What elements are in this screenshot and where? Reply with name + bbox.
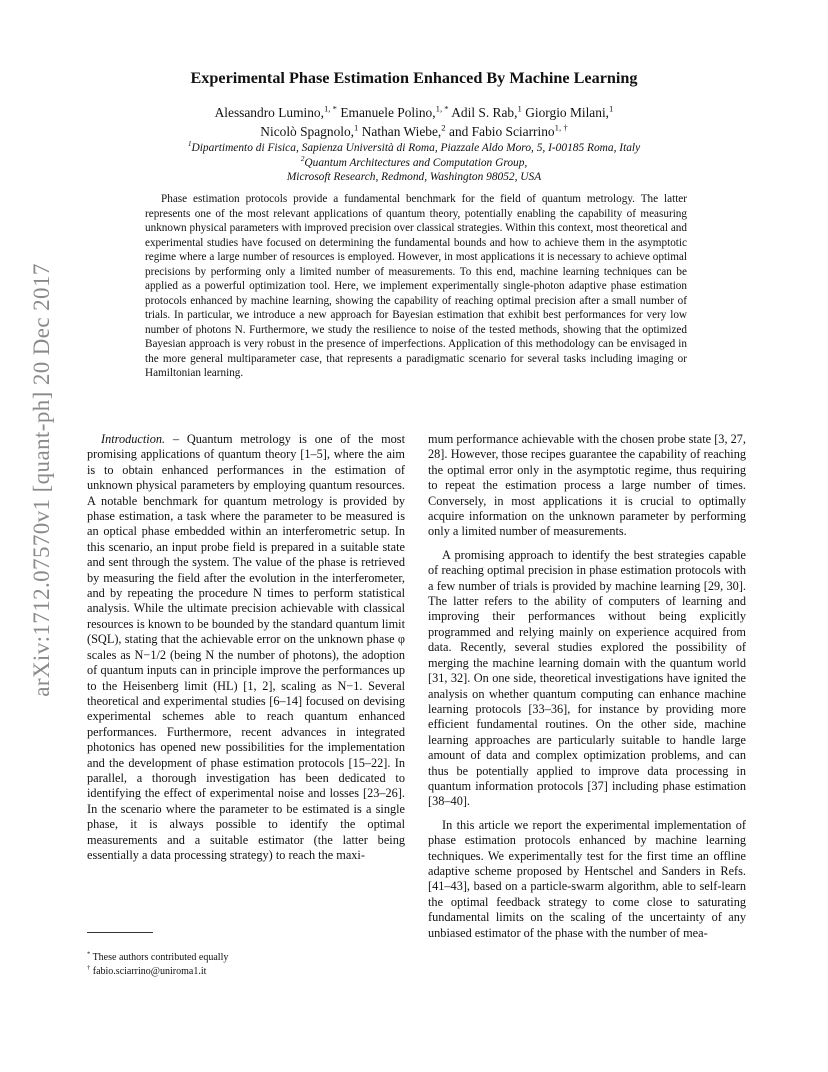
left-column [87, 432, 405, 863]
author: Nathan Wiebe,$^2$ [361, 122, 446, 139]
intro-paragraph: Introduction. – Quantum metrology is one of the most promising applications of quantum theory [1–5], where the aim is to obtain enhanced performances in the estimation of unknown physical parameters by employing quantum resources. A notable benchmark for quantum metrology is provided by phase estimation, a task where the parameter to be measured is an optical phase embedded within an interferometric setup. In this scenario, an input probe field is prepared in a suitable state and sent through the system. The value of the phase is retrieved by measuring the field after the evolution in the interferometer, and by repeating the procedure N times to perform statistical analysis. While the ultimate precision achievable with classical resources is known to be bounded by the standard quantum limit (SQL), stating that the achievable error on the unknown phase φ scales as N−1/2 (being N the number of photons), the adoption of quantum inputs can in principle improve the performances up to the Heisenberg limit (HL) [1, 2], scaling as N−1. Several theoretical and experimental studies [6–14] focused on devising experimental schemes able to reach quantum enhanced performances. Furthermore, recent advances in integrated photonics has opened new possibilities for the implementation and the development of phase estimation protocols [15–22]. In parallel, a thorough investigation has been dedicated to identifying the effect of experimental noise and losses [23–26]. In the scenario where the parameter to be estimated is a single phase, it is always possible to identify the optimal measurements and a suitable estimator (the latter being essentially a data processing strategy) to reach the maxi- [87, 432, 405, 862]
author: Nicolò Spagnolo,$^1$ [260, 122, 359, 139]
author: Alessandro Lumino,$^{1, *}$ [214, 103, 338, 120]
author: Giorgio Milani,$^1$ [525, 103, 614, 120]
footnote-equal-contribution: * These authors contributed equally [87, 950, 229, 963]
author: Adil S. Rab,$^1$ [451, 103, 522, 120]
paper-title: Experimental Phase Estimation Enhanced By Machine Learning [190, 69, 638, 87]
affiliation-2-line2: Microsoft Research, Redmond, Washington 98052, USA [286, 171, 542, 184]
author-list [0, 103, 828, 141]
arxiv-id-text: arXiv:1712.07570v1 [quant-ph] 20 Dec 2017 [29, 263, 54, 697]
abstract: Phase estimation protocols provide a fundamental benchmark for the field of quantum metrology. The latter represents one of the most relevant applications of quantum theory, potentially enabling the capability of measuring unknown physical parameters with improved precision over classical strategies. Within this context, most theoretical and experimental studies have focused on determining the fundamental bounds and how to achieve them in the asymptotic regime where a large number of resources is employed. However, in most applications it is necessary to achieve optimal precisions by performing only a limited number of measurements. To this end, machine learning techniques can be applied as a powerful optimization tool. Here, we implement experimentally single-photon adaptive phase estimation protocols enhanced by machine learning, showing the capability of reaching optimal precision after a small number of trials. In particular, we introduce a new approach for Bayesian estimation that exhibit best performances for very low number of photons N. Furthermore, we study the resilience to noise of the tested methods, showing that the optimized Bayesian approach is very robust in the presence of imperfections. Application of this methodology can be envisaged in the more general multiparameter case, that represents a paradigmatic scenario for several tasks including imaging or Hamiltonian learning. [145, 193, 687, 379]
footnote-divider [87, 932, 153, 933]
paragraph: A promising approach to identify the best strategies capable of reaching optimal precision in phase estimation protocols with a few number of trials is provided by machine learning [29, 30]. The latter refers to the ability of computers of learning and improving their performances without being explicitly programmed and relying mainly on experience acquired from data. Recently, several studies explored the possibility of merging the machine learning domain with the quantum world [31, 32]. On one side, theoretical investigations have ignited the analysis on whether quantum computing can enhance machine learning protocols [33–36], for instance by providing more efficient fundamental routines. On the other side, machine learning approaches are particularly suitable to handle large amount of data and complex optimization problems, and can thus be potentially applied to improve data processing in quantum information protocols [37] including phase estimation [38–40]. [428, 547, 746, 809]
author: and Fabio Sciarrino$^{1, \dagger}$ [449, 122, 568, 139]
paragraph: mum performance achievable with the chosen probe state [3, 27, 28]. However, those recipes guarantee the capability of reaching the optimal error only in the asymptotic regime, thus requiring to repeat the estimation process a large number of times. Conversely, in most applications it is crucial to optimally acquire information on the unknown parameter by performing only a limited number of measurements. [428, 432, 746, 539]
right-column [428, 432, 746, 941]
author: Emanuele Polino,$^{1, *}$ [340, 103, 449, 120]
arxiv-sidebar-stamp [22, 263, 62, 697]
affiliation-2: $^2$Quantum Architectures and Computation Group, [300, 153, 528, 169]
affiliations [0, 141, 828, 185]
section-label: Introduction. [101, 432, 166, 446]
paragraph: In this article we report the experimental implementation of phase estimation protocols enhanced by machine learning techniques. We experimentally test for the first time an offline adaptive scheme proposed by Hentschel and Sanders in Refs. [41–43], based on a particle-swarm algorithm, able to self-learn the optimal feedback strategy to come close to saturating fundamental limits on the scaling of the uncertainty of any unbiased estimator of the phase with the number of mea- [428, 817, 746, 940]
footnote-email: † fabio.sciarrino@uniroma1.it [87, 964, 207, 977]
affiliation-1: $^1$Dipartimento di Fisica, Sapienza Università di Roma, Piazzale Aldo Moro, 5, I-00185 Roma, Italy [187, 139, 641, 154]
